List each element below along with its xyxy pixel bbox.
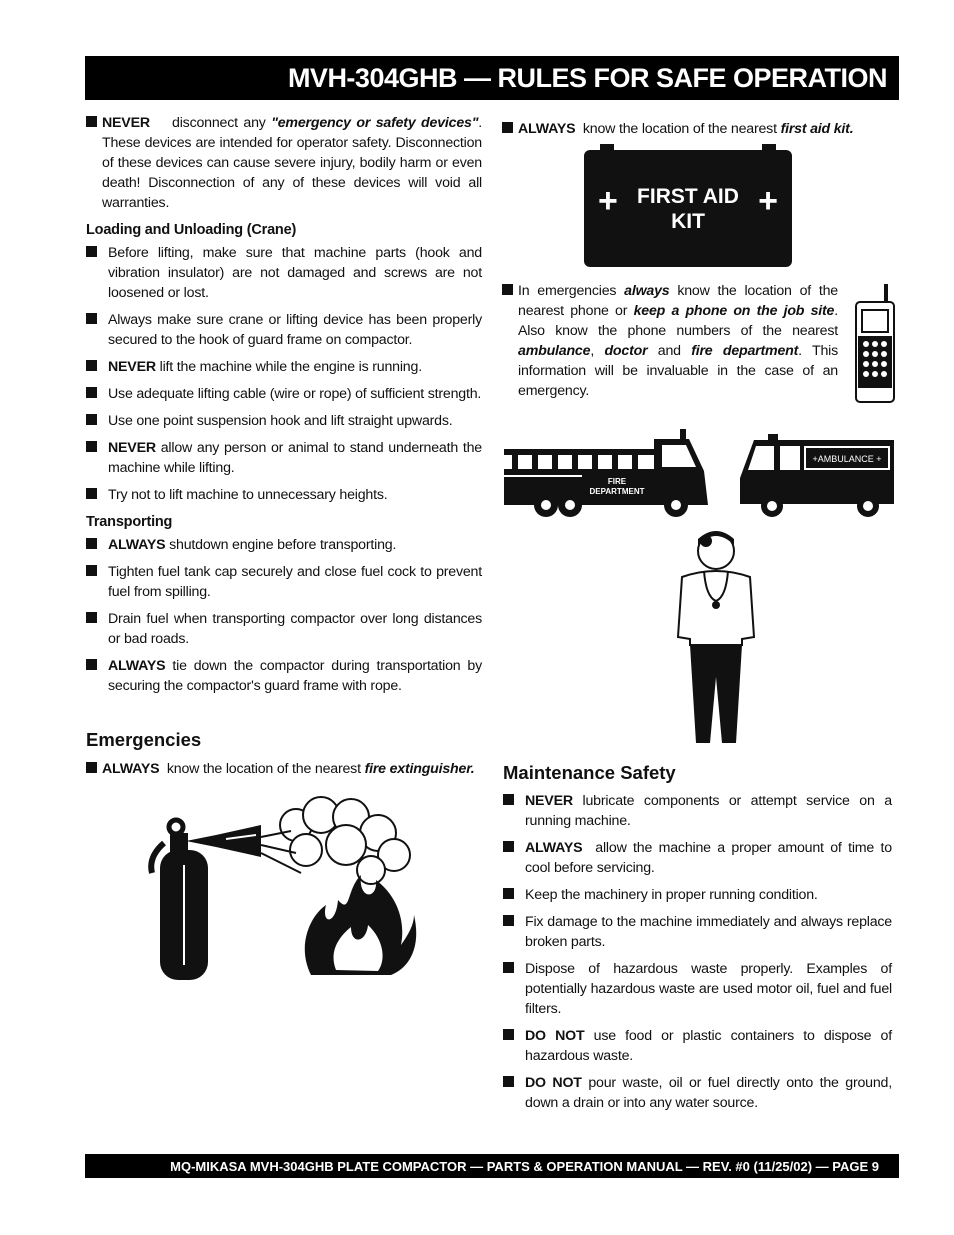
list-item: NEVER allow any person or animal to stand underneath the machine while lifting. — [86, 438, 482, 478]
bullet-icon — [503, 794, 514, 805]
loading-list — [86, 243, 486, 505]
first-aid-label-line1: FIRST AID — [637, 185, 739, 208]
intro-never-item: NEVER disconnect any "emergency or safety devices". These devices are intended for operator safety. Disconnection of these devices can cause severe injury, bodily harm or even death! Disconnection of any of these devices will void all warranties. — [86, 113, 482, 213]
page-title-bar — [85, 56, 899, 100]
bullet-icon — [86, 246, 97, 257]
fire-truck-illustration — [504, 425, 710, 521]
bullet-icon — [503, 962, 514, 973]
maintenance-heading: Maintenance Safety — [503, 762, 676, 783]
transport-list — [86, 535, 486, 696]
emergencies-heading: Emergencies — [86, 729, 202, 750]
bullet-icon — [502, 284, 513, 295]
list-item: Try not to lift machine to unnecessary heights. — [86, 485, 482, 505]
plus-icon: + — [598, 182, 618, 220]
bullet-icon — [86, 565, 97, 576]
bullet-icon — [86, 360, 97, 371]
bullet-icon — [503, 841, 514, 852]
bullet-icon — [503, 1029, 514, 1040]
list-item: Drain fuel when transporting compactor over long distances or bad roads. — [86, 609, 482, 649]
list-item: Use adequate lifting cable (wire or rope) of sufficient strength. — [86, 384, 482, 404]
page-footer — [85, 1154, 899, 1178]
list-item: ALWAYS tie down the compactor during transportation by securing the compactor's guard frame with rope. — [86, 656, 482, 696]
bullet-icon — [86, 659, 97, 670]
bullet-icon — [86, 387, 97, 398]
maintenance-list — [503, 791, 896, 1120]
left-column — [86, 113, 486, 703]
bullet-icon — [503, 888, 514, 899]
bullet-icon — [86, 762, 97, 773]
list-item: NEVER lubricate components or attempt service on a running machine. — [503, 791, 892, 831]
bullet-icon — [86, 538, 97, 549]
bullet-icon — [503, 1076, 514, 1087]
list-item: Before lifting, make sure that machine parts (hook and vibration insulator) are not damaged and screws are not loosened or lost. — [86, 243, 482, 303]
list-item: Fix damage to the machine immediately and always replace broken parts. — [503, 912, 892, 952]
bullet-icon — [86, 414, 97, 425]
fire-truck-label-line1: FIRE — [607, 477, 627, 486]
bullet-icon — [86, 441, 97, 452]
list-item: Dispose of hazardous waste properly. Examples of potentially hazardous waste are used motor oil, fuel and fuel filters. — [503, 959, 892, 1019]
plus-icon: + — [758, 182, 778, 220]
list-item: Always make sure crane or lifting device has been properly secured to the hook of guard frame on compactor. — [86, 310, 482, 350]
list-item: Tighten fuel tank cap securely and close fuel cock to prevent fuel from spilling. — [86, 562, 482, 602]
footer-text: MQ-MIKASA MVH-304GHB PLATE COMPACTOR — PARTS & OPERATION MANUAL — REV. #0 (11/25/02) — PAGE 9 — [170, 1158, 879, 1174]
list-item: ALWAYS allow the machine a proper amount of time to cool before servicing. — [503, 838, 892, 878]
extinguisher-icon — [151, 820, 261, 980]
phone-item: In emergencies always know the location of the nearest phone or keep a phone on the job site. Also know the phone numbers of the nearest ambulance, doctor and fire department. This information will be invaluable in the case of an emergency. — [502, 281, 838, 408]
mobile-phone-icon — [854, 284, 896, 404]
doctor-illustration — [676, 527, 756, 745]
list-item: DO NOT pour waste, oil or fuel directly onto the ground, down a drain or into any water source. — [503, 1073, 892, 1113]
bullet-icon — [503, 915, 514, 926]
page-title: MVH-304GHB — RULES FOR SAFE OPERATION — [287, 62, 887, 93]
list-item: DO NOT use food or plastic containers to dispose of hazardous waste. — [503, 1026, 892, 1066]
first-aid-kit-illustration — [584, 144, 792, 267]
bullet-icon — [86, 488, 97, 499]
bullet-icon — [86, 313, 97, 324]
transporting-heading: Transporting — [86, 514, 173, 530]
bullet-icon — [86, 612, 97, 623]
list-item: Keep the machinery in proper running condition. — [503, 885, 892, 905]
ambulance-label: +AMBULANCE + — [812, 454, 882, 464]
fire-extinguisher-illustration — [146, 795, 436, 985]
first-aid-item: ALWAYS know the location of the nearest first aid kit. — [502, 119, 902, 146]
bullet-icon — [502, 122, 513, 133]
list-item: NEVER lift the machine while the engine is running. — [86, 357, 482, 377]
spray-cloud-icon — [261, 797, 410, 884]
loading-heading: Loading and Unloading (Crane) — [86, 222, 297, 238]
list-item: Use one point suspension hook and lift straight upwards. — [86, 411, 482, 431]
first-aid-label-line2: KIT — [671, 210, 705, 233]
list-item: ALWAYS shutdown engine before transporting. — [86, 535, 482, 555]
fire-truck-label-line2: DEPARTMENT — [589, 487, 645, 496]
bullet-icon — [86, 116, 97, 127]
flames-icon — [305, 875, 416, 975]
extinguisher-item: ALWAYS know the location of the nearest fire extinguisher. — [86, 759, 486, 786]
ambulance-illustration — [738, 432, 896, 522]
